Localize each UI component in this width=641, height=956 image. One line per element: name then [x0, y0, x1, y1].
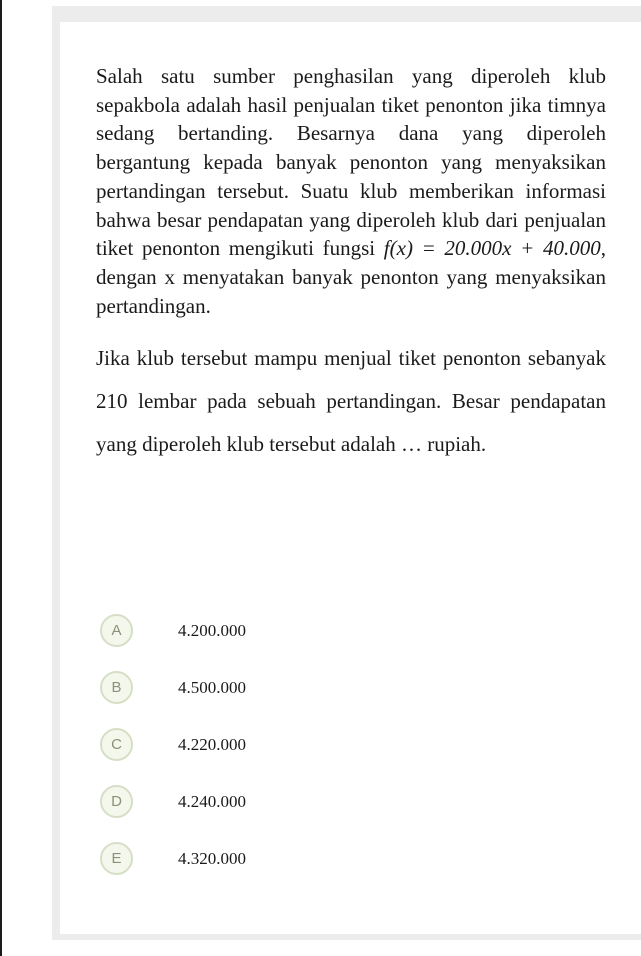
- option-letter-badge[interactable]: B: [100, 671, 133, 704]
- function-formula: f(x) = 20.000x + 40.000: [383, 236, 601, 261]
- option-letter-badge[interactable]: A: [100, 614, 133, 647]
- option-text[interactable]: 4.500.000: [178, 677, 246, 697]
- option-letter-badge[interactable]: C: [100, 728, 133, 761]
- question-intro-end: , dengan x menyatakan banyak penonton yang menyaksikan pertandingan.: [96, 236, 606, 318]
- option-text[interactable]: 4.200.000: [178, 620, 246, 640]
- question-paragraph-2: Jika klub tersebut mampu menjual tiket penonton sebanyak 210 lembar pada sebuah pertandingan. Besar pendapatan yang diperoleh klub tersebut adalah … rupiah.: [96, 346, 606, 457]
- option-b[interactable]: [100, 671, 500, 704]
- option-letter-badge[interactable]: D: [100, 785, 133, 818]
- option-a[interactable]: [100, 614, 500, 647]
- option-text[interactable]: 4.320.000: [178, 848, 246, 868]
- option-letter-badge[interactable]: E: [100, 842, 133, 875]
- option-d[interactable]: [100, 785, 500, 818]
- question-paragraph-1: [96, 62, 606, 320]
- left-edge-rule: [0, 0, 2, 956]
- question-text: [96, 62, 606, 466]
- answer-options: [100, 614, 500, 899]
- option-text[interactable]: 4.220.000: [178, 734, 246, 754]
- question-intro: Salah satu sumber penghasilan yang diperoleh klub sepakbola adalah hasil penjualan tiket penonton jika timnya sedang bertanding. Besarnya dana yang diperoleh bergantung kepada banyak penonton yang menyaksikan pertandingan tersebut. Suatu klub memberikan informasi bahwa besar pendapatan yang diperoleh klub dari penjualan tiket penonton mengikuti fungsi: [96, 64, 606, 261]
- option-e[interactable]: [100, 842, 500, 875]
- option-text[interactable]: 4.240.000: [178, 791, 246, 811]
- option-c[interactable]: [100, 728, 500, 761]
